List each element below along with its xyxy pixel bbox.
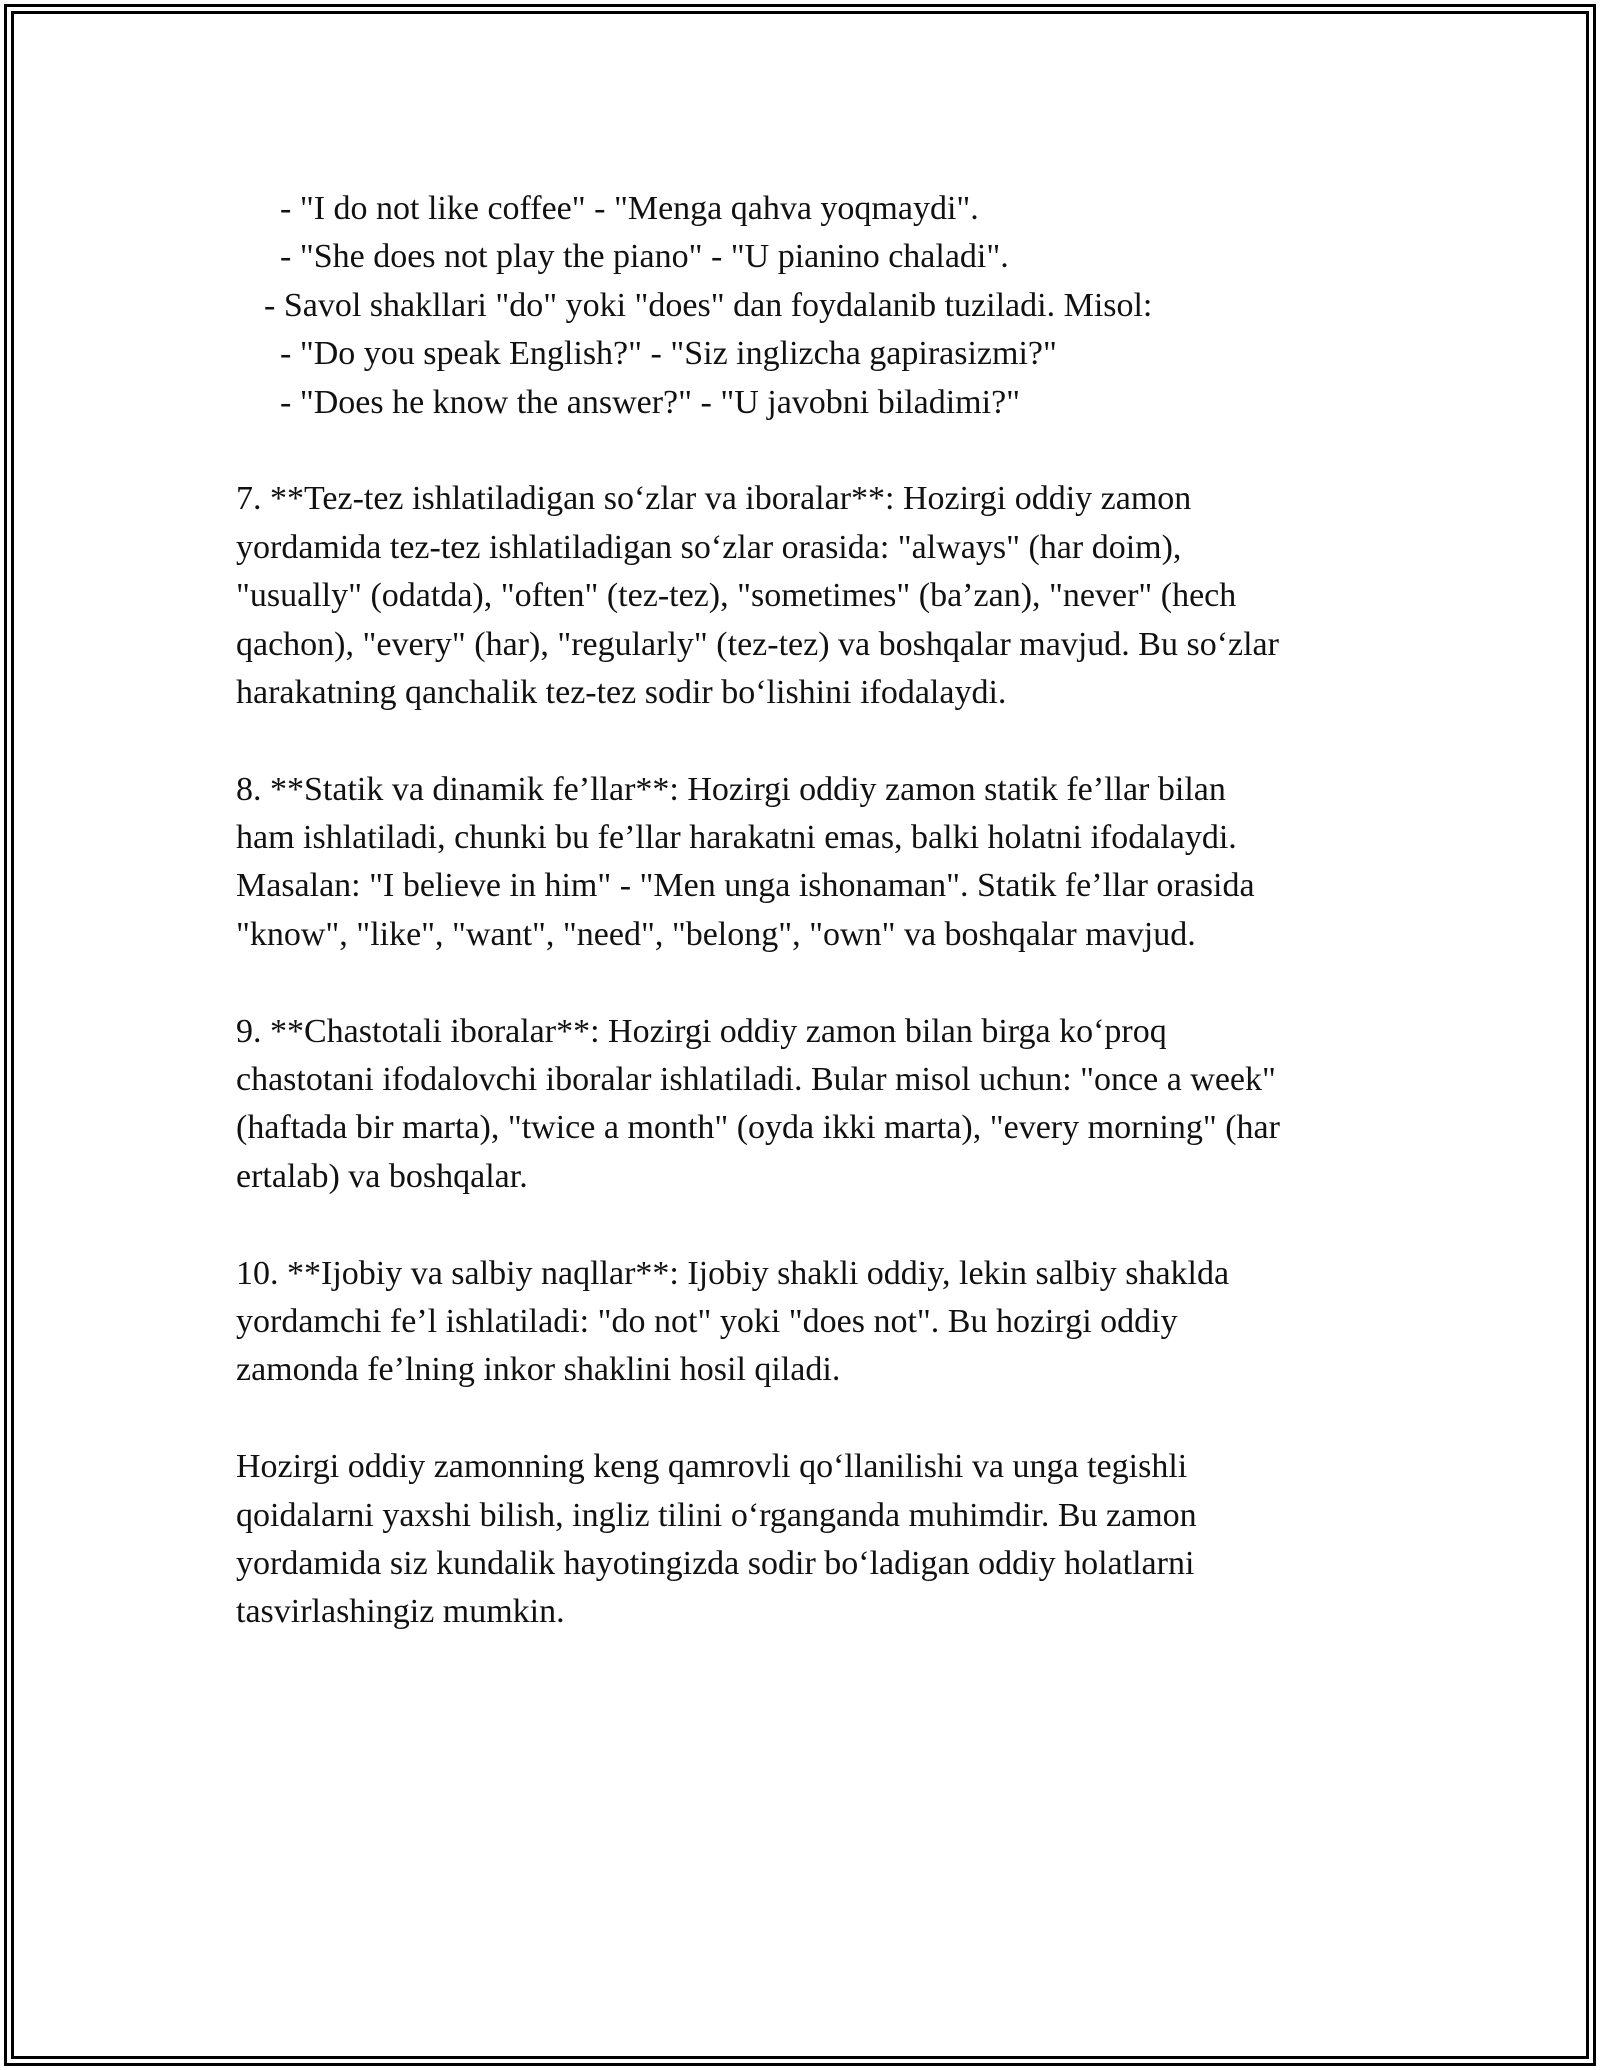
text-line: "know", "like", "want", "need", "belong", "own" va boshqalar mavjud.	[236, 915, 1196, 953]
list-item: - "I do not like coffee" - "Menga qahva yoqmaydi".	[280, 190, 979, 227]
paragraph-gap	[236, 427, 1386, 475]
text-line: "usually" (odatda), "often" (tez-tez), "sometimes" (ba’zan), "never" (hech	[236, 577, 1237, 615]
list-item: - Savol shakllari "do" yoki "does" dan foydalanib tuziladi. Misol:	[264, 286, 1153, 324]
text-line: 9. **Chastotali iboralar**: Hozirgi oddiy zamon bilan birga ko‘proq	[236, 1012, 1167, 1050]
list-item: - "Does he know the answer?" - "U javobni biladimi?"	[280, 383, 1021, 421]
list-item: - "Do you speak English?" - "Siz inglizcha gapirasizmi?"	[280, 335, 1057, 373]
section-7-paragraph	[236, 475, 1386, 717]
text-line: harakatning qanchalik tez-tez sodir bo‘lishini ifodalaydi.	[236, 673, 1007, 711]
text-line: Masalan: "I believe in him" - "Men unga ishonaman". Statik fe’llar orasida	[236, 867, 1255, 905]
document-body	[236, 185, 1386, 1637]
section-8-paragraph	[236, 766, 1386, 960]
text-line: chastotani ifodalovchi iboralar ishlatiladi. Bular misol uchun: "once a week"	[236, 1061, 1276, 1099]
text-line: ertalab) va boshqalar.	[236, 1157, 528, 1195]
paragraph-gap	[236, 1395, 1386, 1443]
text-line: 7. **Tez-tez ishlatiladigan so‘zlar va iboralar**: Hozirgi oddiy zamon	[236, 480, 1192, 518]
text-line: yordamida tez-tez ishlatiladigan so‘zlar orasida: "always" (har doim),	[236, 528, 1182, 566]
text-line: yordamida siz kundalik hayotingizda sodir bo‘ladigan oddiy holatlarni	[236, 1544, 1195, 1582]
text-line: zamonda fe’lning inkor shaklini hosil qiladi.	[236, 1351, 841, 1389]
section-10-paragraph	[236, 1250, 1386, 1395]
conclusion-paragraph	[236, 1443, 1386, 1637]
list-item: - "She does not play the piano" - "U pianino chaladi".	[280, 238, 1009, 276]
text-line: (haftada bir marta), "twice a month" (oyda ikki marta), "every morning" (har	[236, 1109, 1280, 1147]
paragraph-gap	[236, 1201, 1386, 1249]
paragraph-gap	[236, 717, 1386, 765]
text-line: Hozirgi oddiy zamonning keng qamrovli qo‘llanilishi va unga tegishli	[236, 1448, 1188, 1486]
paragraph-gap	[236, 959, 1386, 1007]
text-line: 10. **Ijobiy va salbiy naqllar**: Ijobiy shakli oddiy, lekin salbiy shaklda	[236, 1254, 1230, 1292]
text-line: qachon), "every" (har), "regularly" (tez-tez) va boshqalar mavjud. Bu so‘zlar	[236, 625, 1279, 663]
text-line: ham ishlatiladi, chunki bu fe’llar harakatni emas, balki holatni ifodalaydi.	[236, 819, 1237, 857]
text-line: qoidalarni yaxshi bilish, ingliz tilini o‘rganganda muhimdir. Bu zamon	[236, 1496, 1197, 1534]
text-line: yordamchi fe’l ishlatiladi: "do not" yoki "does not". Bu hozirgi oddiy	[236, 1302, 1178, 1340]
section-9-paragraph	[236, 1008, 1386, 1202]
text-line: 8. **Statik va dinamik fe’llar**: Hozirgi oddiy zamon statik fe’llar bilan	[236, 770, 1226, 808]
text-line: tasvirlashingiz mumkin.	[236, 1593, 565, 1631]
example-list	[236, 185, 1386, 427]
